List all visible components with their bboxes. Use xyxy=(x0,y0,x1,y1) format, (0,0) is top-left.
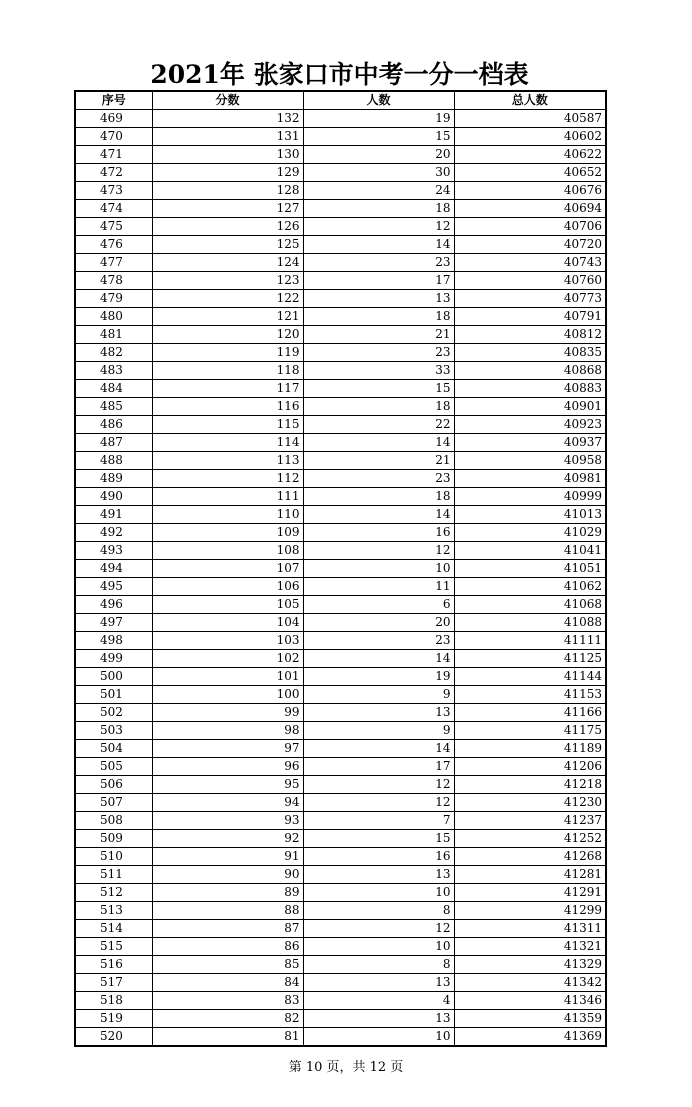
cell-seq: 478 xyxy=(75,272,152,290)
table-row xyxy=(75,704,606,722)
cell-seq: 499 xyxy=(75,650,152,668)
table-row xyxy=(75,758,606,776)
table-row xyxy=(75,290,606,308)
cell-score: 81 xyxy=(152,1028,303,1047)
table-row xyxy=(75,992,606,1010)
cell-count: 8 xyxy=(303,902,454,920)
cell-seq: 515 xyxy=(75,938,152,956)
cell-score: 112 xyxy=(152,470,303,488)
cell-count: 13 xyxy=(303,704,454,722)
table-row xyxy=(75,416,606,434)
table-body xyxy=(75,110,606,1047)
cell-total: 41268 xyxy=(454,848,606,866)
table-row xyxy=(75,956,606,974)
table-row xyxy=(75,218,606,236)
cell-seq: 486 xyxy=(75,416,152,434)
cell-seq: 484 xyxy=(75,380,152,398)
cell-total: 40901 xyxy=(454,398,606,416)
table-row xyxy=(75,308,606,326)
cell-seq: 474 xyxy=(75,200,152,218)
table-row xyxy=(75,632,606,650)
cell-score: 92 xyxy=(152,830,303,848)
cell-seq: 498 xyxy=(75,632,152,650)
cell-score: 103 xyxy=(152,632,303,650)
cell-count: 19 xyxy=(303,110,454,128)
cell-score: 117 xyxy=(152,380,303,398)
table-row xyxy=(75,452,606,470)
cell-count: 23 xyxy=(303,254,454,272)
cell-seq: 493 xyxy=(75,542,152,560)
cell-total: 40835 xyxy=(454,344,606,362)
table-row xyxy=(75,200,606,218)
cell-count: 33 xyxy=(303,362,454,380)
page-footer: 第 10 页，共 12 页 xyxy=(288,1060,404,1075)
cell-score: 129 xyxy=(152,164,303,182)
cell-count: 12 xyxy=(303,794,454,812)
cell-score: 124 xyxy=(152,254,303,272)
table-row xyxy=(75,236,606,254)
cell-count: 10 xyxy=(303,938,454,956)
table-row xyxy=(75,1010,606,1028)
cell-count: 13 xyxy=(303,290,454,308)
cell-count: 7 xyxy=(303,812,454,830)
table-row xyxy=(75,686,606,704)
cell-total: 41041 xyxy=(454,542,606,560)
cell-total: 40652 xyxy=(454,164,606,182)
table-row xyxy=(75,542,606,560)
cell-count: 15 xyxy=(303,830,454,848)
table-row xyxy=(75,974,606,992)
table-row xyxy=(75,128,606,146)
cell-count: 17 xyxy=(303,758,454,776)
cell-total: 40791 xyxy=(454,308,606,326)
table-row xyxy=(75,596,606,614)
cell-seq: 513 xyxy=(75,902,152,920)
cell-score: 132 xyxy=(152,110,303,128)
cell-total: 41281 xyxy=(454,866,606,884)
cell-total: 40676 xyxy=(454,182,606,200)
table-row xyxy=(75,272,606,290)
cell-count: 14 xyxy=(303,236,454,254)
cell-seq: 500 xyxy=(75,668,152,686)
cell-seq: 481 xyxy=(75,326,152,344)
cell-score: 100 xyxy=(152,686,303,704)
cell-count: 10 xyxy=(303,884,454,902)
table-row xyxy=(75,848,606,866)
cell-score: 87 xyxy=(152,920,303,938)
cell-total: 41125 xyxy=(454,650,606,668)
cell-score: 126 xyxy=(152,218,303,236)
cell-total: 41237 xyxy=(454,812,606,830)
cell-total: 40937 xyxy=(454,434,606,452)
cell-seq: 502 xyxy=(75,704,152,722)
cell-seq: 506 xyxy=(75,776,152,794)
table-row xyxy=(75,884,606,902)
cell-total: 41068 xyxy=(454,596,606,614)
cell-seq: 489 xyxy=(75,470,152,488)
cell-seq: 471 xyxy=(75,146,152,164)
cell-total: 40812 xyxy=(454,326,606,344)
column-header-seq: 序号 xyxy=(75,91,152,110)
cell-total: 40760 xyxy=(454,272,606,290)
cell-total: 40587 xyxy=(454,110,606,128)
cell-total: 40883 xyxy=(454,380,606,398)
cell-score: 128 xyxy=(152,182,303,200)
cell-count: 20 xyxy=(303,146,454,164)
cell-score: 121 xyxy=(152,308,303,326)
cell-score: 109 xyxy=(152,524,303,542)
cell-seq: 501 xyxy=(75,686,152,704)
cell-score: 110 xyxy=(152,506,303,524)
cell-total: 41359 xyxy=(454,1010,606,1028)
cell-score: 111 xyxy=(152,488,303,506)
cell-seq: 491 xyxy=(75,506,152,524)
cell-total: 41346 xyxy=(454,992,606,1010)
table-row xyxy=(75,110,606,128)
table-row xyxy=(75,146,606,164)
cell-total: 40602 xyxy=(454,128,606,146)
cell-total: 41051 xyxy=(454,560,606,578)
cell-count: 9 xyxy=(303,722,454,740)
cell-count: 23 xyxy=(303,470,454,488)
cell-total: 40923 xyxy=(454,416,606,434)
cell-count: 4 xyxy=(303,992,454,1010)
table-row xyxy=(75,506,606,524)
cell-score: 82 xyxy=(152,1010,303,1028)
table-row xyxy=(75,488,606,506)
cell-count: 16 xyxy=(303,848,454,866)
table-row xyxy=(75,164,606,182)
cell-seq: 487 xyxy=(75,434,152,452)
table-row xyxy=(75,254,606,272)
cell-total: 41029 xyxy=(454,524,606,542)
cell-total: 41153 xyxy=(454,686,606,704)
cell-seq: 476 xyxy=(75,236,152,254)
cell-count: 14 xyxy=(303,740,454,758)
table-row xyxy=(75,902,606,920)
cell-total: 40743 xyxy=(454,254,606,272)
table-row xyxy=(75,938,606,956)
cell-total: 40981 xyxy=(454,470,606,488)
cell-total: 41342 xyxy=(454,974,606,992)
cell-score: 119 xyxy=(152,344,303,362)
cell-total: 41218 xyxy=(454,776,606,794)
cell-total: 41189 xyxy=(454,740,606,758)
cell-seq: 514 xyxy=(75,920,152,938)
table-row xyxy=(75,776,606,794)
table-row xyxy=(75,830,606,848)
table-row xyxy=(75,362,606,380)
cell-count: 18 xyxy=(303,488,454,506)
cell-score: 107 xyxy=(152,560,303,578)
cell-count: 12 xyxy=(303,542,454,560)
table-row xyxy=(75,524,606,542)
cell-score: 85 xyxy=(152,956,303,974)
cell-seq: 508 xyxy=(75,812,152,830)
cell-total: 40773 xyxy=(454,290,606,308)
cell-total: 41369 xyxy=(454,1028,606,1047)
cell-count: 14 xyxy=(303,506,454,524)
cell-total: 41311 xyxy=(454,920,606,938)
cell-score: 122 xyxy=(152,290,303,308)
cell-count: 12 xyxy=(303,776,454,794)
table-row xyxy=(75,182,606,200)
cell-seq: 519 xyxy=(75,1010,152,1028)
table-row xyxy=(75,1028,606,1047)
cell-count: 30 xyxy=(303,164,454,182)
cell-score: 83 xyxy=(152,992,303,1010)
column-header-total: 总人数 xyxy=(454,91,606,110)
table-row xyxy=(75,434,606,452)
table-row xyxy=(75,794,606,812)
cell-count: 9 xyxy=(303,686,454,704)
table-row xyxy=(75,866,606,884)
score-table xyxy=(74,90,607,1047)
cell-count: 21 xyxy=(303,452,454,470)
column-header-count: 人数 xyxy=(303,91,454,110)
cell-total: 41321 xyxy=(454,938,606,956)
cell-seq: 496 xyxy=(75,596,152,614)
cell-score: 86 xyxy=(152,938,303,956)
cell-score: 101 xyxy=(152,668,303,686)
table-row xyxy=(75,578,606,596)
cell-count: 13 xyxy=(303,974,454,992)
table-row xyxy=(75,740,606,758)
cell-seq: 509 xyxy=(75,830,152,848)
cell-count: 16 xyxy=(303,524,454,542)
cell-score: 94 xyxy=(152,794,303,812)
cell-score: 127 xyxy=(152,200,303,218)
cell-seq: 488 xyxy=(75,452,152,470)
table-row xyxy=(75,470,606,488)
cell-count: 13 xyxy=(303,1010,454,1028)
cell-score: 91 xyxy=(152,848,303,866)
cell-seq: 497 xyxy=(75,614,152,632)
cell-seq: 518 xyxy=(75,992,152,1010)
cell-seq: 494 xyxy=(75,560,152,578)
cell-score: 96 xyxy=(152,758,303,776)
cell-total: 40622 xyxy=(454,146,606,164)
cell-count: 6 xyxy=(303,596,454,614)
table-row xyxy=(75,326,606,344)
cell-score: 116 xyxy=(152,398,303,416)
cell-total: 41088 xyxy=(454,614,606,632)
cell-seq: 503 xyxy=(75,722,152,740)
cell-count: 8 xyxy=(303,956,454,974)
cell-score: 118 xyxy=(152,362,303,380)
cell-score: 99 xyxy=(152,704,303,722)
table-row xyxy=(75,614,606,632)
table-row xyxy=(75,920,606,938)
cell-score: 123 xyxy=(152,272,303,290)
cell-seq: 507 xyxy=(75,794,152,812)
cell-count: 10 xyxy=(303,560,454,578)
cell-score: 98 xyxy=(152,722,303,740)
column-header-score: 分数 xyxy=(152,91,303,110)
table-header-row xyxy=(75,91,606,110)
cell-score: 114 xyxy=(152,434,303,452)
cell-total: 40706 xyxy=(454,218,606,236)
cell-seq: 505 xyxy=(75,758,152,776)
cell-total: 40694 xyxy=(454,200,606,218)
table-row xyxy=(75,650,606,668)
cell-count: 14 xyxy=(303,434,454,452)
cell-total: 41299 xyxy=(454,902,606,920)
cell-total: 40720 xyxy=(454,236,606,254)
cell-count: 17 xyxy=(303,272,454,290)
table-row xyxy=(75,812,606,830)
cell-total: 41166 xyxy=(454,704,606,722)
cell-score: 97 xyxy=(152,740,303,758)
cell-count: 23 xyxy=(303,632,454,650)
cell-seq: 475 xyxy=(75,218,152,236)
cell-total: 41013 xyxy=(454,506,606,524)
cell-score: 120 xyxy=(152,326,303,344)
cell-score: 88 xyxy=(152,902,303,920)
table-row xyxy=(75,560,606,578)
cell-total: 41175 xyxy=(454,722,606,740)
cell-seq: 482 xyxy=(75,344,152,362)
cell-total: 41111 xyxy=(454,632,606,650)
cell-seq: 485 xyxy=(75,398,152,416)
cell-total: 41230 xyxy=(454,794,606,812)
table-row xyxy=(75,668,606,686)
cell-total: 41329 xyxy=(454,956,606,974)
cell-count: 11 xyxy=(303,578,454,596)
cell-total: 41062 xyxy=(454,578,606,596)
cell-score: 105 xyxy=(152,596,303,614)
cell-count: 13 xyxy=(303,866,454,884)
cell-count: 20 xyxy=(303,614,454,632)
cell-score: 84 xyxy=(152,974,303,992)
cell-seq: 469 xyxy=(75,110,152,128)
cell-count: 10 xyxy=(303,1028,454,1047)
cell-seq: 492 xyxy=(75,524,152,542)
cell-count: 12 xyxy=(303,218,454,236)
page-title: 2021年 张家口市中考一分一档表 xyxy=(150,60,529,89)
cell-count: 23 xyxy=(303,344,454,362)
cell-total: 41252 xyxy=(454,830,606,848)
cell-seq: 490 xyxy=(75,488,152,506)
cell-seq: 511 xyxy=(75,866,152,884)
cell-seq: 512 xyxy=(75,884,152,902)
cell-total: 40958 xyxy=(454,452,606,470)
cell-seq: 510 xyxy=(75,848,152,866)
table-row xyxy=(75,398,606,416)
table-row xyxy=(75,344,606,362)
cell-count: 12 xyxy=(303,920,454,938)
cell-seq: 520 xyxy=(75,1028,152,1047)
cell-count: 19 xyxy=(303,668,454,686)
cell-count: 15 xyxy=(303,128,454,146)
table-row xyxy=(75,722,606,740)
cell-score: 95 xyxy=(152,776,303,794)
cell-score: 104 xyxy=(152,614,303,632)
cell-count: 24 xyxy=(303,182,454,200)
cell-score: 130 xyxy=(152,146,303,164)
cell-score: 106 xyxy=(152,578,303,596)
cell-score: 131 xyxy=(152,128,303,146)
cell-seq: 480 xyxy=(75,308,152,326)
cell-seq: 517 xyxy=(75,974,152,992)
cell-count: 18 xyxy=(303,308,454,326)
cell-score: 93 xyxy=(152,812,303,830)
cell-count: 15 xyxy=(303,380,454,398)
cell-seq: 516 xyxy=(75,956,152,974)
cell-seq: 504 xyxy=(75,740,152,758)
cell-score: 90 xyxy=(152,866,303,884)
cell-total: 41144 xyxy=(454,668,606,686)
cell-count: 18 xyxy=(303,200,454,218)
cell-total: 40999 xyxy=(454,488,606,506)
cell-score: 89 xyxy=(152,884,303,902)
cell-score: 113 xyxy=(152,452,303,470)
cell-seq: 473 xyxy=(75,182,152,200)
cell-total: 40868 xyxy=(454,362,606,380)
cell-seq: 477 xyxy=(75,254,152,272)
cell-seq: 483 xyxy=(75,362,152,380)
table-row xyxy=(75,380,606,398)
cell-seq: 472 xyxy=(75,164,152,182)
cell-seq: 479 xyxy=(75,290,152,308)
cell-seq: 470 xyxy=(75,128,152,146)
cell-count: 22 xyxy=(303,416,454,434)
cell-score: 115 xyxy=(152,416,303,434)
cell-total: 41206 xyxy=(454,758,606,776)
cell-count: 21 xyxy=(303,326,454,344)
cell-score: 102 xyxy=(152,650,303,668)
cell-count: 18 xyxy=(303,398,454,416)
cell-total: 41291 xyxy=(454,884,606,902)
cell-seq: 495 xyxy=(75,578,152,596)
cell-count: 14 xyxy=(303,650,454,668)
cell-score: 108 xyxy=(152,542,303,560)
cell-score: 125 xyxy=(152,236,303,254)
